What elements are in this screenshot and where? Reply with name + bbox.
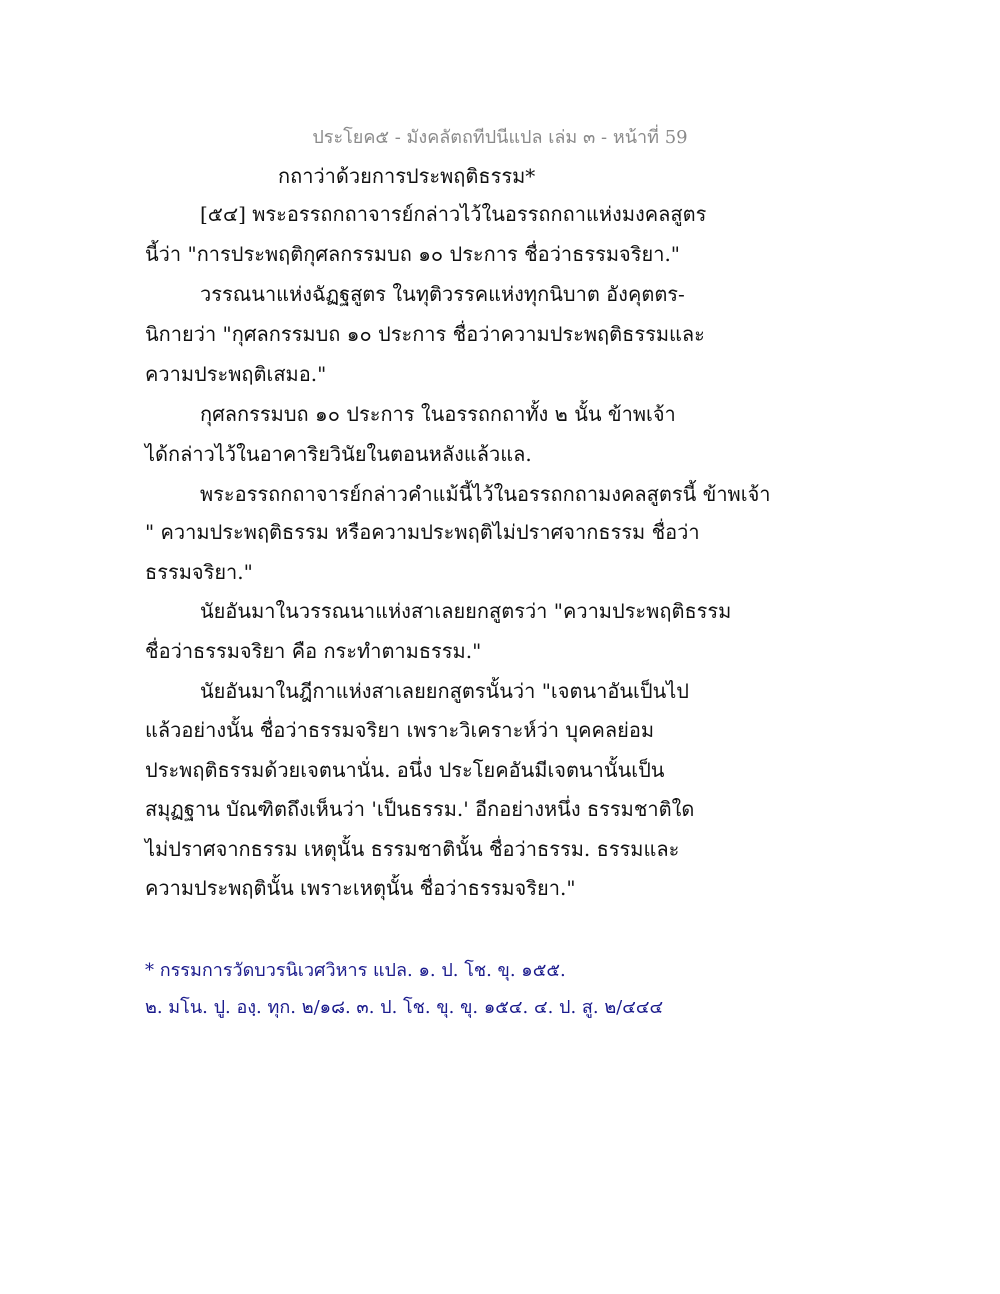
body-line: ความประพฤตินั้น เพราะเหตุนั้น ชื่อว่าธรรมจริยา." [145,876,576,900]
body-line: ความประพฤติเสมอ." [145,362,327,386]
body-line: ชื่อว่าธรรมจริยา คือ กระทำตามธรรม." [145,639,482,663]
body-line: ไม่ปราศจากธรรม เหตุนั้น ธรรมชาตินั้น ชื่อว่าธรรม. ธรรมและ [145,837,680,861]
body-line: วรรณนาแห่งฉัฏฐสูตร ในทุติวรรคแห่งทุกนิบาต อังคุตตร- [200,282,685,306]
body-line: นัยอันมาในวรรณนาแห่งสาเลยยกสูตรว่า "ความประพฤติธรรม [200,599,732,623]
section-title: กถาว่าด้วยการประพฤติธรรม* [278,164,536,188]
body-line: นิกายว่า "กุศลกรรมบถ ๑๐ ประการ ชื่อว่าความประพฤติธรรมและ [145,322,705,346]
body-line: แล้วอย่างนั้น ชื่อว่าธรรมจริยา เพราะวิเคราะห์ว่า บุคคลย่อม [145,718,655,742]
body-line: พระอรรถกถาจารย์กล่าวคำแม้นี้ไว้ในอรรถกถามงคลสูตรนี้ ข้าพเจ้า [200,482,771,506]
footnote-line: * กรรมการวัดบวรนิเวศวิหาร แปล. ๑. ป. โช. ขุ. ๑๕๕. [145,960,566,981]
body-line: ธรรมจริยา." [145,560,253,584]
body-line: สมุฏฐาน บัณฑิตถึงเห็นว่า 'เป็นธรรม.' อีกอย่างหนึ่ง ธรรมชาติใด [145,797,695,821]
body-line: ได้กล่าวไว้ในอาคาริยวินัยในตอนหลังแล้วแล. [145,442,532,466]
body-line: [๕๔] พระอรรถกถาจารย์กล่าวไว้ในอรรถกถาแห่งมงคลสูตร [200,202,707,226]
page-header: ประโยค๕ - มังคลัตถทีปนีแปล เล่ม ๓ - หน้าที่ 59 [312,127,688,148]
body-line: นัยอันมาในฎีกาแห่งสาเลยยกสูตรนั้นว่า "เจตนาอันเป็นไป [200,679,689,703]
body-line: ประพฤติธรรมด้วยเจตนานั่น. อนึ่ง ประโยคอันมีเจตนานั้นเป็น [145,758,665,782]
footnote-line: ๒. มโน. ปู. องฺ. ทุก. ๒/๑๘. ๓. ป. โช. ขุ. ขุ. ๑๕๔. ๔. ป. สู. ๒/๔๔๔ [145,997,664,1018]
body-line: กุศลกรรมบถ ๑๐ ประการ ในอรรถกถาทั้ง ๒ นั้น ข้าพเจ้า [200,402,676,426]
body-line: นี้ว่า "การประพฤติกุศลกรรมบถ ๑๐ ประการ ชื่อว่าธรรมจริยา." [145,242,680,266]
body-line: " ความประพฤติธรรม หรือความประพฤติไม่ปราศจากธรรม ชื่อว่า [145,520,700,544]
